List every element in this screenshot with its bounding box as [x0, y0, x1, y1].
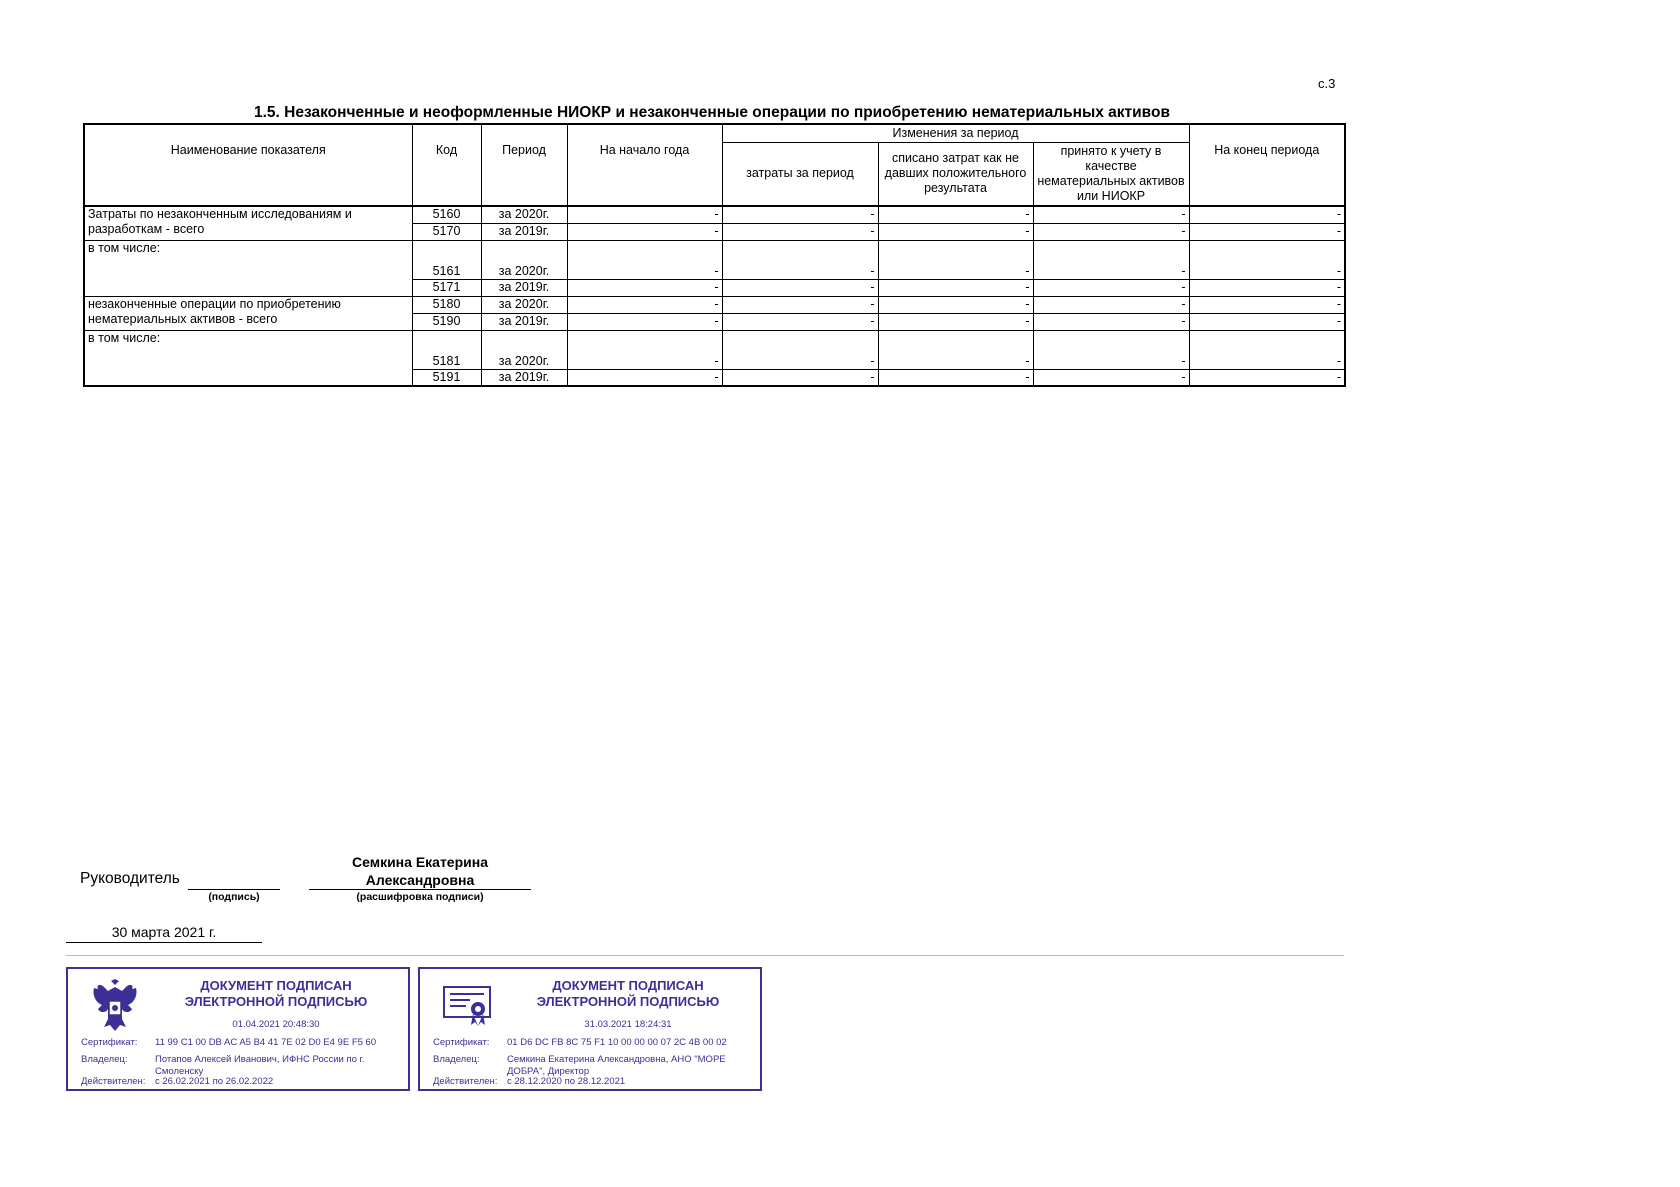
value-costs: -: [722, 369, 878, 386]
cert-value: 11 99 C1 00 DB AC A5 B4 41 7E 02 D0 E4 9E F5 60: [155, 1037, 377, 1048]
certificate-icon: [442, 979, 492, 1033]
header-accepted: принято к учету в качестве нематериальных активов или НИОКР: [1033, 142, 1189, 206]
value-accepted: -: [1033, 206, 1189, 223]
value-written-off: -: [878, 240, 1033, 279]
value-end: -: [1189, 296, 1345, 313]
valid-value: с 26.02.2021 по 26.02.2022: [155, 1076, 274, 1087]
signatory-name: Семкина Екатерина Александровна: [352, 854, 488, 888]
header-name: Наименование показателя: [84, 124, 412, 206]
value-costs: -: [722, 279, 878, 296]
name-line: [309, 889, 531, 890]
row-period: за 2019г.: [481, 313, 567, 330]
value-start: -: [567, 223, 722, 240]
stamp-timestamp: 01.04.2021 20:48:30: [232, 1019, 320, 1030]
value-costs: -: [722, 206, 878, 223]
russian-coat-of-arms-icon: [90, 979, 140, 1033]
value-costs: -: [722, 240, 878, 279]
header-code: Код: [412, 124, 481, 206]
value-written-off: -: [878, 369, 1033, 386]
value-start: -: [567, 369, 722, 386]
value-accepted: -: [1033, 296, 1189, 313]
row-label: в том числе:: [84, 330, 412, 386]
value-costs: -: [722, 330, 878, 369]
value-costs: -: [722, 296, 878, 313]
value-accepted: -: [1033, 240, 1189, 279]
row-period: за 2019г.: [481, 279, 567, 296]
section-title: 1.5. Незаконченные и неоформленные НИОКР и незаконченные операции по приобретению нематериальных активов: [253, 104, 1170, 121]
value-accepted: -: [1033, 279, 1189, 296]
e-signature-stamp: [418, 967, 762, 1091]
page-number: с.3: [1318, 76, 1336, 91]
signatory-role: Руководитель: [80, 870, 180, 887]
stamp-title: ДОКУМЕНТ ПОДПИСАН ЭЛЕКТРОННОЙ ПОДПИСЬЮ: [184, 978, 368, 1009]
value-end: -: [1189, 330, 1345, 369]
row-code: 5190: [412, 313, 481, 330]
row-code: 5160: [412, 206, 481, 223]
value-start: -: [567, 313, 722, 330]
row-period: за 2019г.: [481, 369, 567, 386]
header-start: На начало года: [567, 124, 722, 206]
row-period: за 2020г.: [481, 296, 567, 313]
value-written-off: -: [878, 296, 1033, 313]
value-written-off: -: [878, 223, 1033, 240]
row-code: 5171: [412, 279, 481, 296]
owner-value: Потапов Алексей Иванович, ИФНС России по г. Смоленску: [155, 1054, 365, 1077]
owner-label: Владелец:: [81, 1054, 128, 1065]
cert-value: 01 D6 DC FB 8C 75 F1 10 00 00 00 07 2C 4B 00 02: [507, 1037, 727, 1048]
value-costs: -: [722, 223, 878, 240]
owner-label: Владелец:: [433, 1054, 480, 1065]
value-costs: -: [722, 313, 878, 330]
value-start: -: [567, 279, 722, 296]
valid-value: с 28.12.2020 по 28.12.2021: [507, 1076, 626, 1087]
signature-date: 30 марта 2021 г.: [111, 924, 217, 940]
header-written-off: списано затрат как не давших положительного результата: [878, 142, 1033, 206]
header-costs: затраты за период: [722, 142, 878, 206]
value-written-off: -: [878, 330, 1033, 369]
value-start: -: [567, 206, 722, 223]
row-code: 5181: [412, 330, 481, 369]
owner-value: Семкина Екатерина Александровна, АНО "МОРЕ ДОБРА", Директор: [507, 1054, 726, 1077]
valid-label: Действителен:: [81, 1076, 146, 1087]
value-written-off: -: [878, 279, 1033, 296]
table-row: [84, 240, 1345, 279]
row-label: Затраты по незаконченным исследованиям и разработкам - всего: [84, 206, 412, 240]
table-row: [84, 206, 1345, 223]
value-written-off: -: [878, 206, 1033, 223]
header-changes: Изменения за период: [722, 124, 1189, 142]
value-start: -: [567, 296, 722, 313]
value-end: -: [1189, 240, 1345, 279]
row-code: 5191: [412, 369, 481, 386]
cert-label: Сертификат:: [81, 1037, 138, 1048]
row-code: 5180: [412, 296, 481, 313]
value-start: -: [567, 240, 722, 279]
row-label: незаконченные операции по приобретению нематериальных активов - всего: [84, 296, 412, 330]
value-end: -: [1189, 206, 1345, 223]
value-end: -: [1189, 313, 1345, 330]
date-line: [66, 942, 262, 943]
value-written-off: -: [878, 313, 1033, 330]
value-start: -: [567, 330, 722, 369]
table-row: [84, 330, 1345, 369]
value-accepted: -: [1033, 369, 1189, 386]
row-period: за 2020г.: [481, 240, 567, 279]
header-period: Период: [481, 124, 567, 206]
row-label: в том числе:: [84, 240, 412, 296]
row-period: за 2020г.: [481, 330, 567, 369]
signature-line: [188, 889, 280, 890]
signature-caption: (подпись): [208, 891, 260, 903]
stamp-timestamp: 31.03.2021 18:24:31: [584, 1019, 672, 1030]
value-end: -: [1189, 223, 1345, 240]
row-code: 5170: [412, 223, 481, 240]
row-period: за 2019г.: [481, 223, 567, 240]
value-accepted: -: [1033, 330, 1189, 369]
value-end: -: [1189, 279, 1345, 296]
header-end: На конец периода: [1189, 124, 1345, 206]
value-accepted: -: [1033, 313, 1189, 330]
name-caption: (расшифровка подписи): [356, 891, 484, 903]
valid-label: Действителен:: [433, 1076, 498, 1087]
separator-line: [66, 955, 1344, 956]
row-code: 5161: [412, 240, 481, 279]
value-accepted: -: [1033, 223, 1189, 240]
e-signature-stamp: [66, 967, 410, 1091]
cert-label: Сертификат:: [433, 1037, 490, 1048]
value-end: -: [1189, 369, 1345, 386]
niokr-table: [83, 123, 1346, 387]
stamp-title: ДОКУМЕНТ ПОДПИСАН ЭЛЕКТРОННОЙ ПОДПИСЬЮ: [536, 978, 720, 1009]
table-row: [84, 296, 1345, 313]
row-period: за 2020г.: [481, 206, 567, 223]
